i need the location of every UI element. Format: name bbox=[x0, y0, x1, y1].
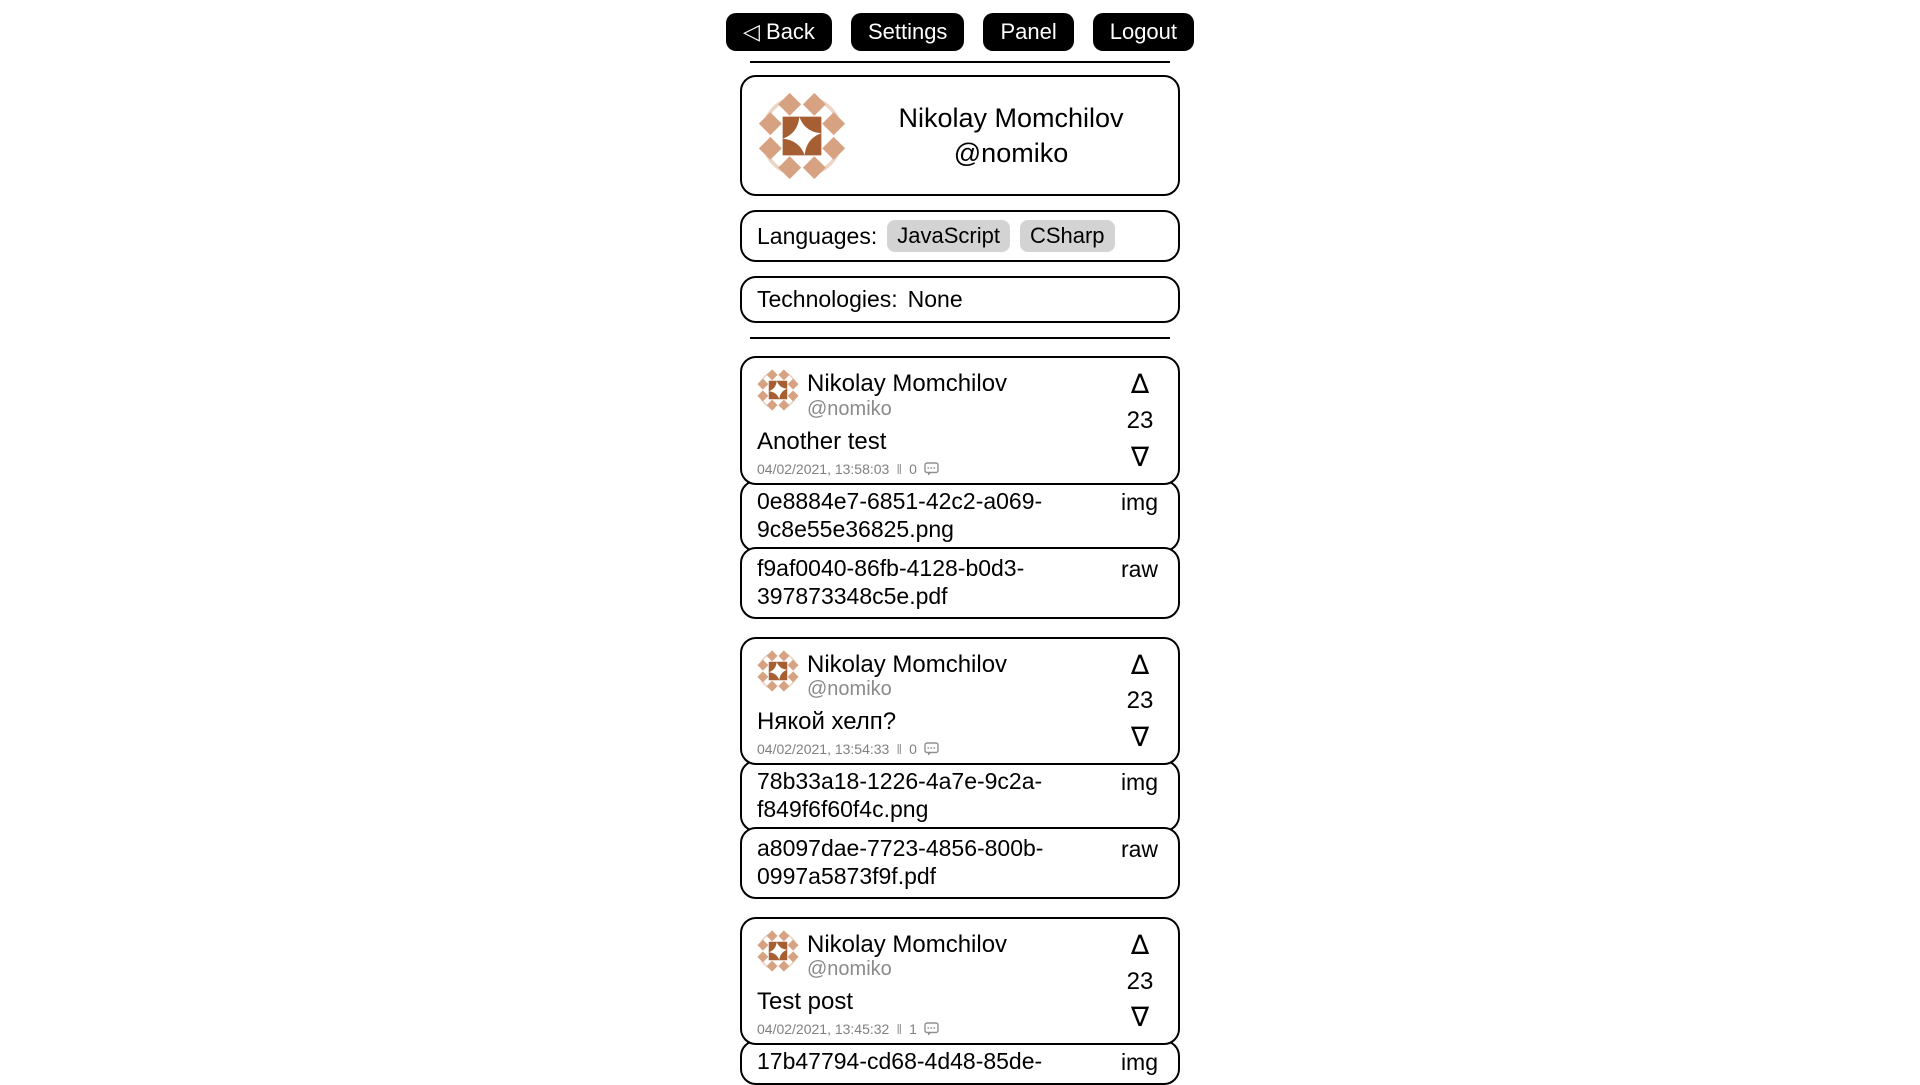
comment-icon bbox=[924, 742, 939, 756]
meta-separator: ‖ bbox=[896, 1021, 903, 1038]
attachment-type: img bbox=[1120, 488, 1158, 515]
post-meta bbox=[757, 461, 1122, 477]
post-meta bbox=[757, 741, 1122, 757]
attachment-type: img bbox=[1120, 1049, 1158, 1076]
attachment-type: raw bbox=[1120, 836, 1158, 863]
post-timestamp: 04/02/2021, 13:54:33 bbox=[757, 740, 890, 757]
post-title: Някой хелп? bbox=[757, 707, 897, 735]
vote-column bbox=[1122, 930, 1158, 1037]
post-avatar-identicon bbox=[757, 369, 799, 411]
post-avatar-identicon bbox=[757, 930, 799, 972]
attachment-type: img bbox=[1120, 768, 1158, 795]
technologies-card bbox=[740, 276, 1180, 323]
post-main bbox=[757, 369, 1122, 476]
language-tag: JavaScript bbox=[887, 220, 1010, 252]
upvote-button[interactable]: ∆ bbox=[1130, 649, 1150, 681]
post-group bbox=[740, 356, 1180, 618]
attachment-row[interactable] bbox=[740, 827, 1180, 899]
post-card[interactable] bbox=[740, 637, 1180, 765]
post-author bbox=[807, 930, 1007, 981]
attachment-row[interactable] bbox=[740, 547, 1180, 619]
posts-list bbox=[740, 356, 1180, 1085]
post-group bbox=[740, 917, 1180, 1085]
attachment-filename: 78b33a18-1226-4a7e-9c2a-f849f6f60f4c.png bbox=[757, 767, 1043, 822]
post-author-name: Nikolay Momchilov bbox=[807, 650, 1008, 678]
post-timestamp: 04/02/2021, 13:45:32 bbox=[757, 1021, 890, 1038]
comment-count: 0 bbox=[909, 740, 917, 757]
comment-count: 1 bbox=[909, 1021, 917, 1038]
post-author-handle: @nomiko bbox=[807, 958, 892, 981]
downvote-button[interactable]: ∇ bbox=[1130, 1002, 1150, 1034]
post-main bbox=[757, 930, 1122, 1037]
vote-count: 23 bbox=[1126, 406, 1154, 434]
technologies-label: Technologies: bbox=[757, 286, 898, 313]
vote-count: 23 bbox=[1126, 687, 1154, 715]
post-author bbox=[807, 369, 1007, 420]
vote-count: 23 bbox=[1126, 967, 1154, 995]
post-title: Another test bbox=[757, 427, 887, 455]
attachment-filename: f9af0040-86fb-4128-b0d3-397873348c5e.pdf bbox=[757, 554, 1025, 609]
profile-names bbox=[860, 101, 1162, 170]
post-card[interactable] bbox=[740, 917, 1180, 1045]
post-meta bbox=[757, 1021, 1122, 1037]
attachment-filename: a8097dae-7723-4856-800b-0997a5873f9f.pdf bbox=[757, 835, 1044, 890]
attachment-filename: 0e8884e7-6851-42c2-a069-9c8e55e36825.png bbox=[757, 487, 1043, 542]
post-avatar-identicon bbox=[757, 650, 799, 692]
top-divider bbox=[750, 61, 1170, 63]
comment-icon bbox=[924, 1022, 939, 1036]
post-header bbox=[757, 930, 1122, 981]
vote-column bbox=[1122, 650, 1158, 757]
languages-card bbox=[740, 210, 1180, 262]
profile-avatar-identicon bbox=[758, 92, 846, 180]
upvote-button[interactable]: ∆ bbox=[1130, 930, 1150, 962]
post-author bbox=[807, 650, 1007, 701]
post-main bbox=[757, 650, 1122, 757]
vote-column bbox=[1122, 369, 1158, 476]
profile-handle: @nomiko bbox=[953, 137, 1069, 168]
back-button[interactable]: ◁ Back bbox=[726, 13, 832, 51]
upvote-button[interactable]: ∆ bbox=[1130, 369, 1150, 401]
profile-card bbox=[740, 75, 1180, 196]
post-author-handle: @nomiko bbox=[807, 677, 892, 700]
attachment-row[interactable] bbox=[740, 1040, 1180, 1085]
attachment-row[interactable] bbox=[740, 480, 1180, 552]
meta-separator: ‖ bbox=[896, 460, 903, 477]
comment-count: 0 bbox=[909, 460, 917, 477]
profile-name: Nikolay Momchilov bbox=[898, 102, 1124, 133]
posts-divider bbox=[750, 337, 1170, 339]
comment-icon bbox=[924, 462, 939, 476]
post-author-name: Nikolay Momchilov bbox=[807, 370, 1008, 398]
technologies-value: None bbox=[907, 286, 963, 313]
post-header bbox=[757, 650, 1122, 701]
attachment-filename: 17b47794-cd68-4d48-85de- bbox=[757, 1048, 1043, 1075]
panel-button[interactable]: Panel bbox=[983, 13, 1073, 51]
post-card[interactable] bbox=[740, 356, 1180, 484]
content-column bbox=[740, 75, 1180, 1085]
toolbar bbox=[0, 13, 1920, 51]
settings-button[interactable]: Settings bbox=[851, 13, 965, 51]
post-header bbox=[757, 369, 1122, 420]
languages-label: Languages: bbox=[757, 222, 878, 249]
attachment-type: raw bbox=[1120, 555, 1158, 582]
downvote-button[interactable]: ∇ bbox=[1130, 441, 1150, 473]
post-timestamp: 04/02/2021, 13:58:03 bbox=[757, 460, 890, 477]
attachment-row[interactable] bbox=[740, 760, 1180, 832]
post-author-name: Nikolay Momchilov bbox=[807, 931, 1008, 959]
meta-separator: ‖ bbox=[896, 740, 903, 757]
downvote-button[interactable]: ∇ bbox=[1130, 721, 1150, 753]
post-group bbox=[740, 637, 1180, 899]
post-author-handle: @nomiko bbox=[807, 397, 892, 420]
post-title: Test post bbox=[757, 988, 854, 1016]
logout-button[interactable]: Logout bbox=[1093, 13, 1194, 51]
language-tag: CSharp bbox=[1020, 220, 1115, 252]
